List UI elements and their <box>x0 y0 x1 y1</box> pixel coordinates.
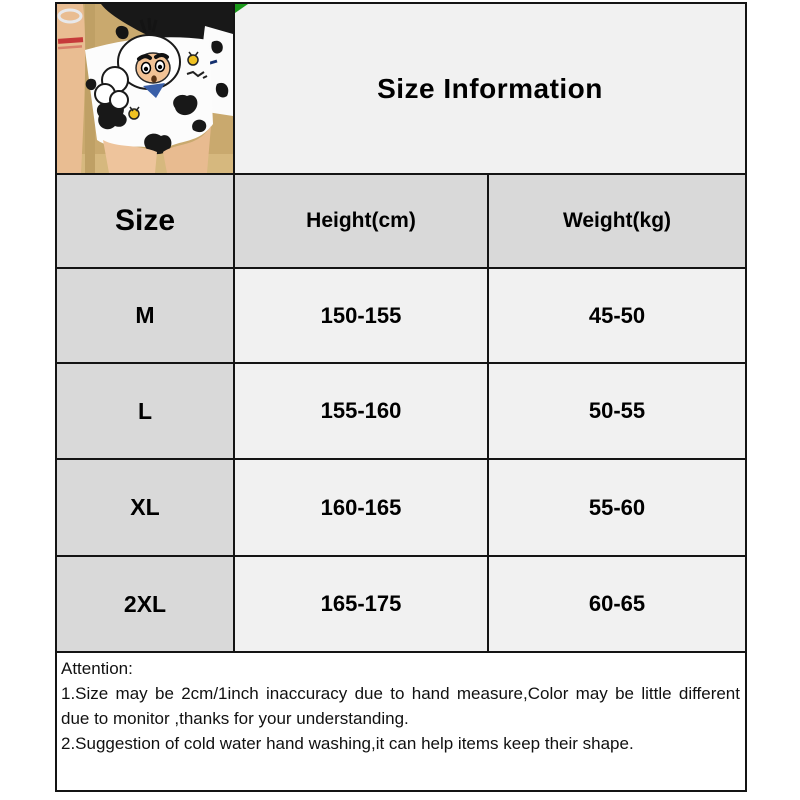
product-photo <box>57 4 233 173</box>
size-label-l: L <box>57 364 233 458</box>
size-information-sheet <box>55 2 747 792</box>
attention-note-2: 2.Suggestion of cold water hand washing,it can help items keep their shape. <box>61 734 634 753</box>
column-header-height: Height(cm) <box>235 175 487 267</box>
green-corner-marker-icon <box>235 4 248 13</box>
weight-value-xl: 55-60 <box>489 460 745 555</box>
page-title: Size Information <box>377 72 603 104</box>
size-label-m: M <box>57 269 233 362</box>
attention-note <box>57 653 745 790</box>
height-value-2xl: 165-175 <box>235 557 487 651</box>
weight-value-2xl: 60-65 <box>489 557 745 651</box>
attention-title: Attention: <box>61 659 133 678</box>
height-value-xl: 160-165 <box>235 460 487 555</box>
weight-value-l: 50-55 <box>489 364 745 458</box>
product-photo-illustration <box>57 4 233 173</box>
height-value-m: 150-155 <box>235 269 487 362</box>
height-value-l: 155-160 <box>235 364 487 458</box>
column-header-weight: Weight(kg) <box>489 175 745 267</box>
size-label-2xl: 2XL <box>57 557 233 651</box>
size-label-xl: XL <box>57 460 233 555</box>
size-information-header <box>235 4 745 173</box>
attention-note-1: 1.Size may be 2cm/1inch inaccuracy due to hand measure,Color may be little different due to monitor ,thanks for your understanding. <box>61 684 740 728</box>
weight-value-m: 45-50 <box>489 269 745 362</box>
column-header-size: Size <box>57 175 233 267</box>
